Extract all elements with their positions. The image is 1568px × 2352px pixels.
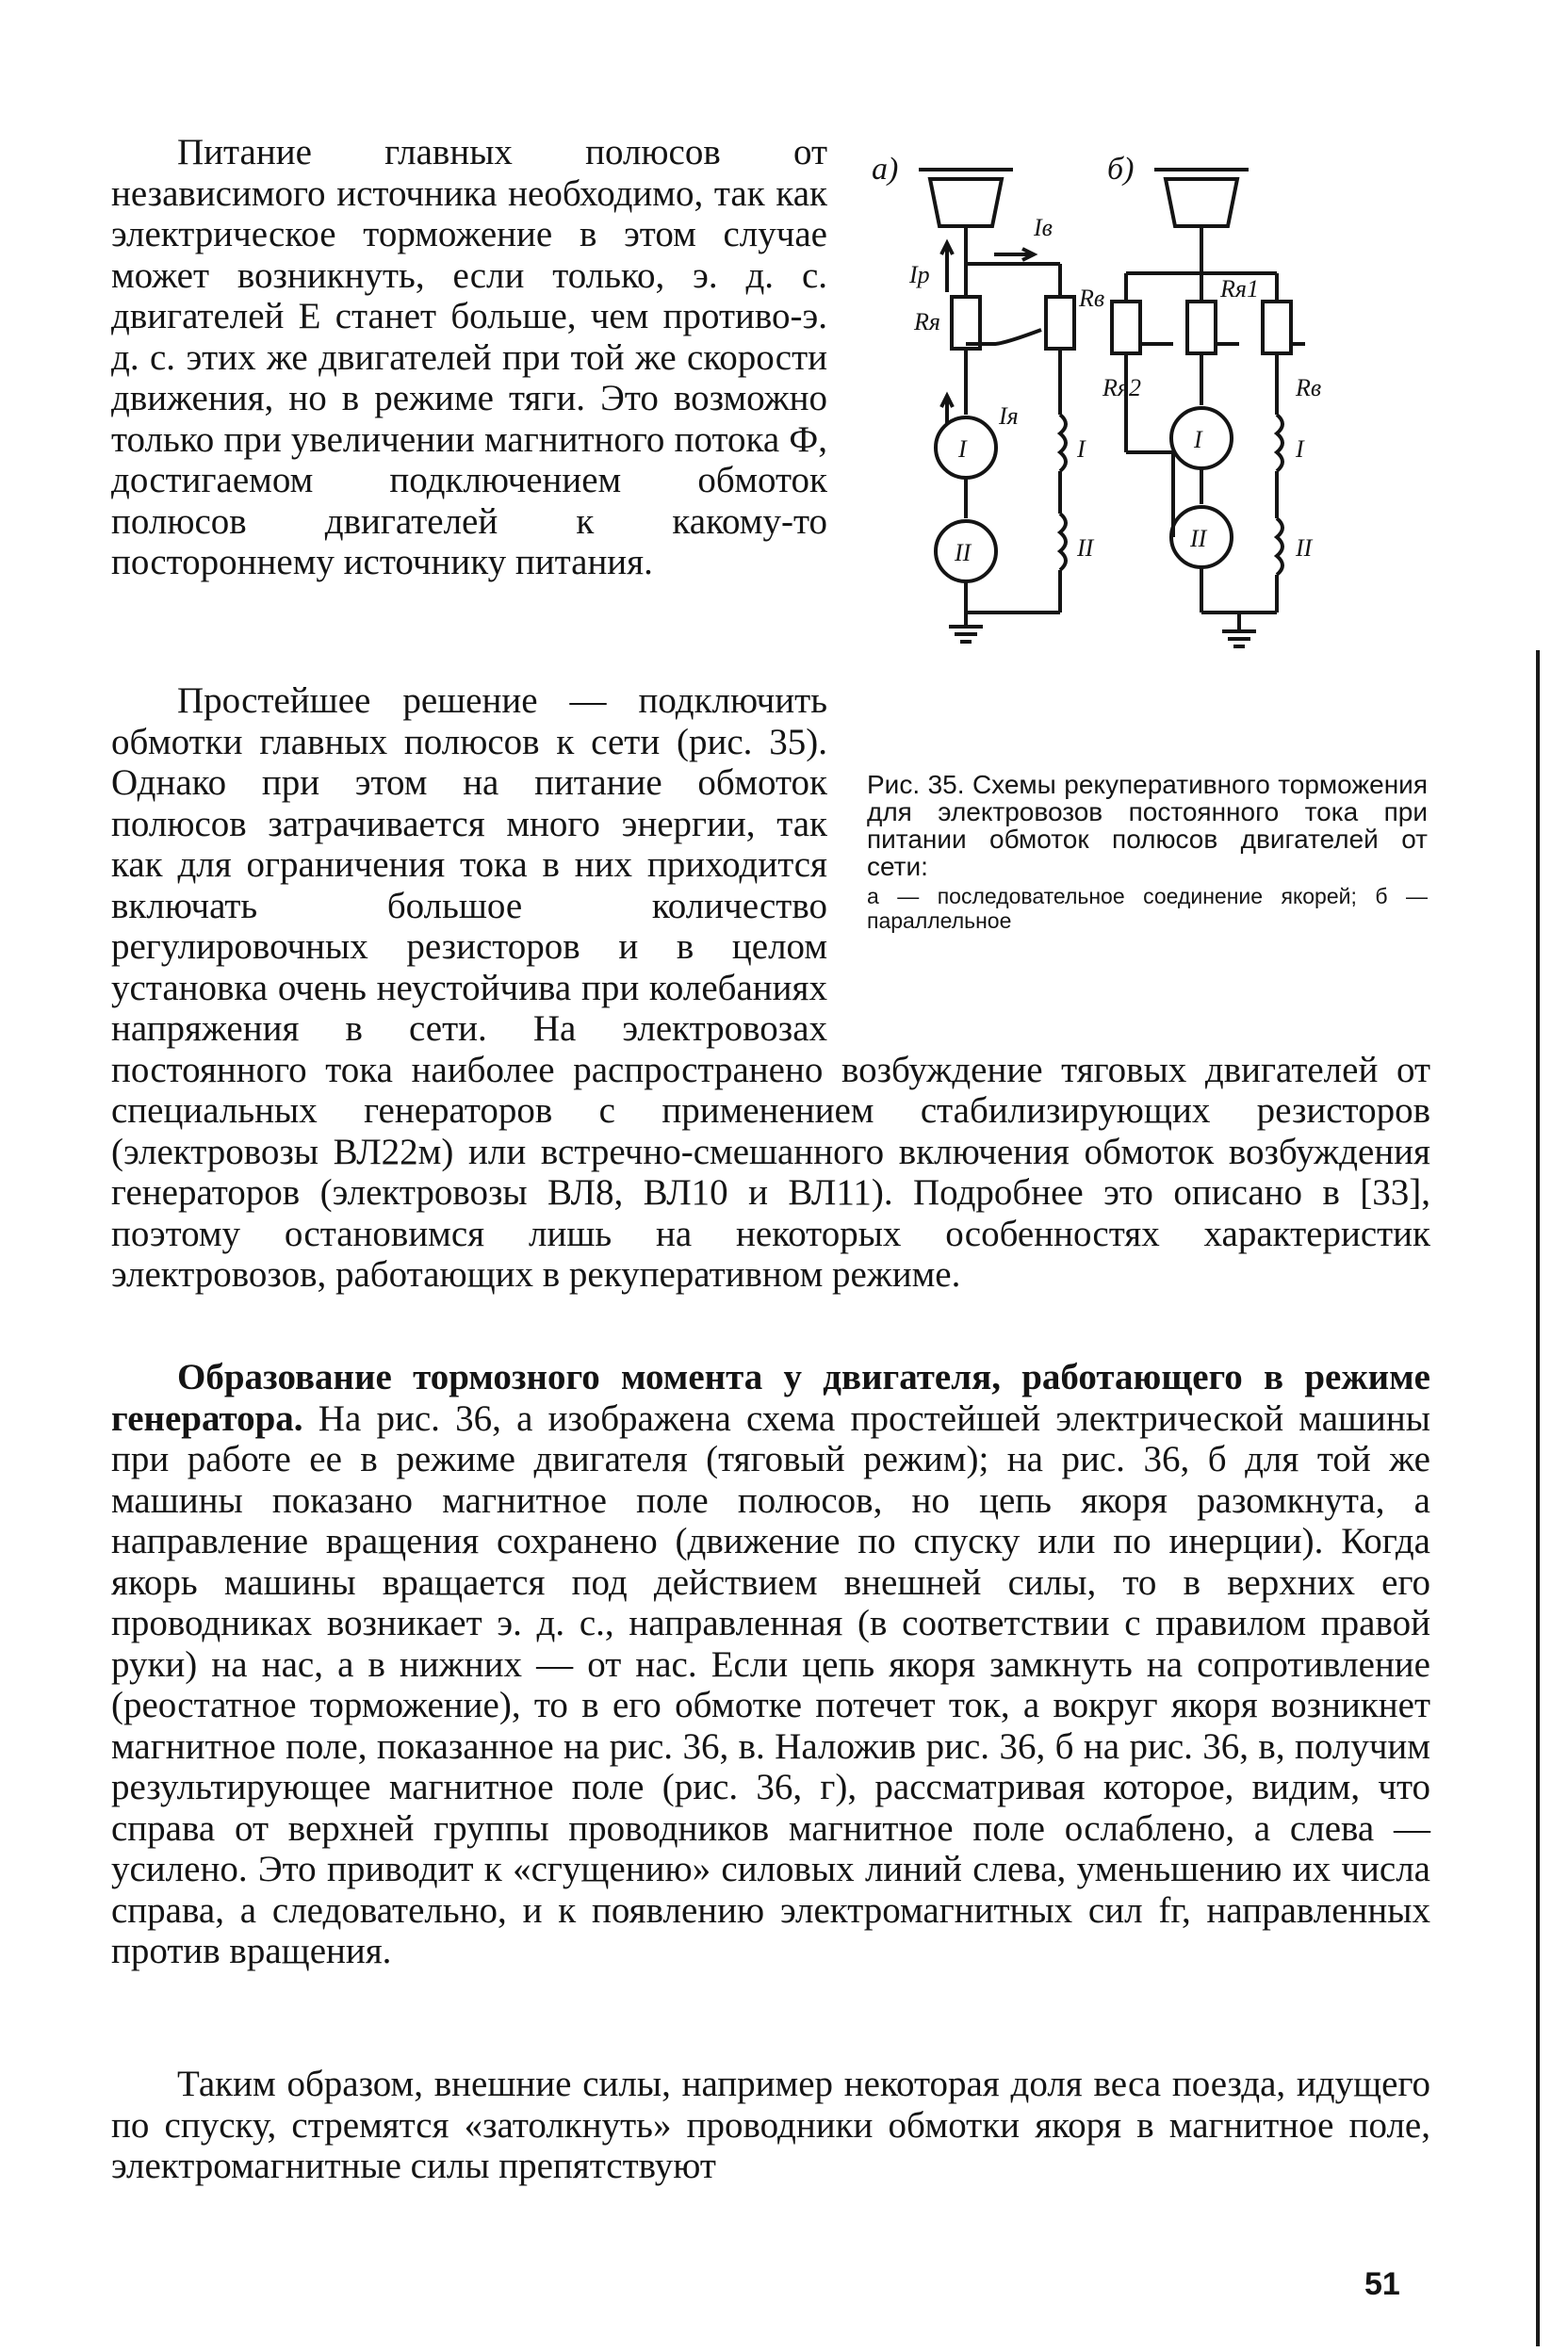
panel-b-label: б) — [1107, 152, 1135, 187]
label-motor-1-a: I — [958, 435, 967, 463]
pantograph-a-icon — [919, 170, 1013, 226]
resistor-rv-b — [1263, 302, 1291, 353]
label-winding-1-b: I — [1296, 435, 1304, 463]
label-winding-2-b: II — [1296, 534, 1313, 562]
section-heading: Образование тормозного момента у двигателя, работающего в режиме генератора. — [111, 1357, 1430, 1439]
label-winding-1-a: I — [1077, 435, 1086, 463]
label-rya2: Rя2 — [1102, 374, 1141, 401]
label-iv: Iв — [1034, 214, 1053, 241]
scan-edge-line — [1536, 650, 1540, 2346]
caption-title: Рис. 35. Схемы рекуперативного торможения для электровозов постоянного тока при питании обмоток полюсов двигателей от сети: — [867, 770, 1428, 881]
label-motor-2-b: II — [1190, 525, 1207, 552]
winding-2-a — [1060, 514, 1066, 570]
pantograph-b-icon — [1154, 170, 1249, 226]
label-rya1: Rя1 — [1220, 275, 1259, 302]
paragraph-external-forces: Таким образом, внешние силы, например некоторая доля веса поезда, идущего по спуску, стремятся «затолкнуть» проводники обмотки якоря в магнитное поле, электромагнитные силы препятствуют — [111, 2064, 1430, 2186]
resistor-rya — [952, 297, 980, 349]
winding-1-b — [1277, 415, 1282, 471]
label-iya: Iя — [999, 402, 1019, 430]
resistor-rya2 — [1112, 302, 1140, 353]
label-motor-2-a: II — [955, 539, 972, 566]
panel-a-label: а) — [872, 152, 899, 187]
label-rya: Rя — [914, 308, 940, 335]
paragraph-intro: Питание главных полюсов от независимого источника необходимо, так как электрическое торможение в этом случае может возникнуть, если только, э. д. с. двигателей E станет больше, чем противо-э. д. с. этих же двигателей при той же скорости движения, но в режиме тяги. Это возможно только при увеличении магнитного потока Ф, достигаемом подключением обмоток полюсов двигателей к какому-то постороннему источнику питания. — [111, 132, 827, 582]
winding-2-b — [1277, 518, 1282, 575]
winding-1-a — [1060, 415, 1066, 471]
label-rv-b: Rв — [1296, 374, 1322, 401]
label-winding-2-a: II — [1077, 534, 1094, 562]
page-number: 51 — [1364, 2266, 1400, 2302]
label-motor-1-b: I — [1194, 426, 1202, 453]
figure-caption — [867, 771, 1428, 933]
caption-legend: а — последовательное соединение якорей; б — параллельное — [867, 884, 1428, 933]
resistor-rya1 — [1187, 302, 1216, 353]
circuit-figure — [853, 141, 1437, 744]
label-rv: Rв — [1079, 285, 1105, 312]
resistor-rv — [1046, 297, 1074, 349]
paragraph-simple-solution: Простейшее решение — подключить обмотки главных полюсов к сети (рис. 35). Однако при этом на питание обмоток полюсов затрачивается много энергии, так как для ограничения тока в них приходится включать большое количество регулировочных резисторов и в целом установка очень неустойчива при колебаниях напряжения в сети. На электровозах постоянного тока наиболее распространено возбуждение тяговых двигателей от специальных генераторов с применением стабилизирующих резисторов (электровозы ВЛ22м) или встречно-смешанного включения обмоток возбуждения генераторов (электровозы ВЛ8, ВЛ10 и ВЛ11). Подробнее это описано в [33], поэтому остановимся лишь на некоторых особенностях характеристик электровозов, работающих в рекуперативном режиме. — [111, 680, 1430, 1295]
label-ip: Iр — [909, 261, 930, 288]
paragraph-braking-torque: Образование тормозного момента у двигателя, работающего в режиме генератора. На рис. 36, а изображена схема простейшей электрической машины при работе ее в режиме двигателя (тяговый режим); на рис. 36, б для той же машины показано магнитное поле полюсов, но цепь якоря разомкнута, а направление вращения сохранено (движение по спуску или по инерции). Когда якорь машины вращается под действием внешней силы, то в верхних его проводниках возникает э. д. с., направленная (в соответствии с правилом правой руки) на нас, а в нижних — от нас. Если цепь якоря замкнуть на сопротивление (реостатное торможение), то в его обмотке потечет ток, а вокруг якоря возникнет магнитное поле, показанное на рис. 36, в. Наложив рис. 36, б на рис. 36, в, получим результирующее магнитное поле (рис. 36, г), рассматривая которое, видим, что справа от верхней группы проводников магнитное поле ослаблено, а слева — усилено. Это приводит к «сгущению» силовых линий слева, уменьшению их числа справа, а следовательно, и к появлению электромагнитных сил fг, направленных против вращения. — [111, 1357, 1430, 1971]
